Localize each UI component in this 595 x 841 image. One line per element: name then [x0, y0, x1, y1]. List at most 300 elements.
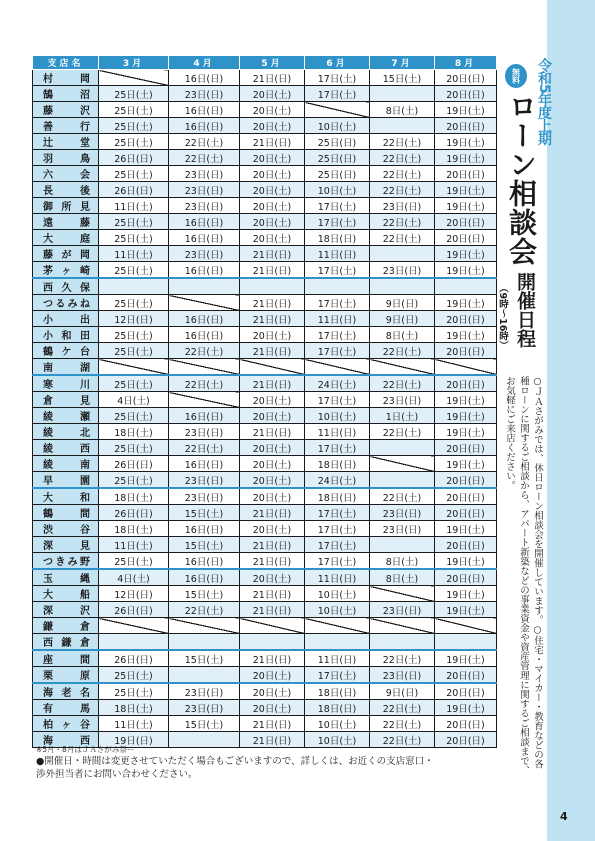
table-row: [33, 440, 497, 456]
branch-name: 長後: [33, 182, 99, 198]
date-cell: 1日(土): [370, 408, 435, 424]
footnote-main: ●開催日・時間は変更させていただく場合もございますので、詳しくは、お近くの支店窓口・渉外担当者にお問い合わせください。: [36, 756, 434, 780]
date-cell: 16日(日): [169, 118, 240, 134]
date-cell: 19日(土): [435, 408, 497, 424]
branch-name: 西久保: [33, 278, 99, 295]
branch-name: 六会: [33, 166, 99, 182]
date-cell: 21日(日): [240, 602, 305, 618]
table-row: [33, 634, 497, 651]
date-cell: 25日(土): [99, 408, 169, 424]
branch-name: 大庭: [33, 230, 99, 246]
table-row: [33, 359, 497, 376]
date-cell: 23日(日): [169, 86, 240, 102]
date-cell: 23日(日): [169, 700, 240, 716]
table-row: [33, 602, 497, 618]
date-cell: 19日(土): [435, 602, 497, 618]
date-cell: [169, 278, 240, 295]
date-cell: 20日(土): [240, 456, 305, 472]
date-cell: 8日(土): [370, 327, 435, 343]
date-cell: 20日(土): [240, 214, 305, 230]
date-cell: 20日(日): [435, 375, 497, 392]
date-cell: [169, 618, 240, 634]
date-cell: [370, 278, 435, 295]
date-cell: [370, 246, 435, 262]
date-cell: 18日(日): [305, 488, 370, 505]
date-cell: 20日(土): [240, 182, 305, 198]
branch-name: 倉見: [33, 392, 99, 408]
table-row: [33, 700, 497, 716]
date-cell: 19日(土): [435, 102, 497, 118]
date-cell: 19日(土): [435, 521, 497, 537]
branch-name: 大和: [33, 488, 99, 505]
page-number: 4: [560, 810, 568, 823]
date-cell: 20日(日): [435, 343, 497, 359]
date-cell: 22日(土): [169, 150, 240, 166]
branch-name: 鎌倉: [33, 618, 99, 634]
branch-name: 栗原: [33, 667, 99, 684]
date-cell: 22日(土): [370, 214, 435, 230]
date-cell: 19日(土): [435, 553, 497, 570]
date-cell: 20日(日): [435, 716, 497, 732]
date-cell: 8日(土): [370, 569, 435, 586]
date-cell: 21日(日): [240, 424, 305, 440]
date-cell: 22日(土): [169, 375, 240, 392]
date-cell: 20日(土): [240, 102, 305, 118]
column-header: 5月: [240, 56, 305, 70]
date-cell: 17日(土): [305, 262, 370, 279]
date-cell: 22日(土): [169, 602, 240, 618]
branch-name: 綾西: [33, 440, 99, 456]
date-cell: 20日(土): [240, 569, 305, 586]
date-cell: 19日(土): [435, 134, 497, 150]
date-cell: 25日(土): [99, 230, 169, 246]
date-cell: 22日(土): [370, 166, 435, 182]
table-row: [33, 521, 497, 537]
date-cell: [305, 359, 370, 376]
date-cell: 10日(土): [305, 408, 370, 424]
date-cell: 22日(土): [370, 375, 435, 392]
date-cell: 23日(日): [370, 667, 435, 684]
date-cell: 11日(土): [99, 537, 169, 553]
date-cell: 17日(土): [305, 505, 370, 521]
date-cell: 19日(土): [435, 295, 497, 311]
column-header: 6月: [305, 56, 370, 70]
date-cell: 25日(土): [99, 262, 169, 279]
date-cell: [435, 634, 497, 651]
table-row: [33, 327, 497, 343]
date-cell: 17日(土): [305, 214, 370, 230]
date-cell: [99, 278, 169, 295]
date-cell: 21日(日): [240, 553, 305, 570]
branch-name: 深沢: [33, 602, 99, 618]
date-cell: 22日(土): [169, 440, 240, 456]
date-cell: 21日(日): [240, 537, 305, 553]
date-cell: 21日(日): [240, 586, 305, 602]
branch-name: 小和田: [33, 327, 99, 343]
table-row: [33, 246, 497, 262]
table-row: [33, 230, 497, 246]
branch-name: 有馬: [33, 700, 99, 716]
date-cell: 16日(日): [169, 262, 240, 279]
date-cell: 25日(日): [305, 134, 370, 150]
date-cell: 8日(土): [370, 553, 435, 570]
date-cell: 21日(日): [240, 70, 305, 86]
branch-name: 辻堂: [33, 134, 99, 150]
date-cell: 20日(日): [435, 166, 497, 182]
date-cell: 25日(土): [99, 118, 169, 134]
date-cell: 4日(土): [99, 392, 169, 408]
branch-name: 海西: [33, 732, 99, 748]
date-cell: 17日(土): [305, 553, 370, 570]
table-row: [33, 375, 497, 392]
column-header: 8月: [435, 56, 497, 70]
date-cell: 24日(土): [305, 472, 370, 489]
date-cell: 25日(土): [99, 343, 169, 359]
date-cell: 23日(日): [169, 182, 240, 198]
branch-name: つきみ野: [33, 553, 99, 570]
date-cell: 20日(日): [435, 86, 497, 102]
date-cell: 25日(土): [99, 214, 169, 230]
date-cell: 10日(土): [305, 602, 370, 618]
table-header-row: [33, 56, 497, 70]
date-cell: 20日(土): [240, 440, 305, 456]
date-cell: [370, 440, 435, 456]
branch-name: 善行: [33, 118, 99, 134]
date-cell: 25日(土): [99, 327, 169, 343]
table-row: [33, 150, 497, 166]
date-cell: 20日(日): [435, 311, 497, 327]
date-cell: 21日(日): [240, 650, 305, 667]
date-cell: 11日(土): [99, 716, 169, 732]
date-cell: 17日(土): [305, 667, 370, 684]
date-cell: 25日(土): [99, 667, 169, 684]
date-cell: 23日(日): [169, 246, 240, 262]
date-cell: 26日(日): [99, 505, 169, 521]
date-cell: [305, 102, 370, 118]
date-cell: 15日(土): [169, 537, 240, 553]
date-cell: 19日(土): [435, 650, 497, 667]
date-cell: 25日(土): [99, 166, 169, 182]
date-cell: 23日(日): [370, 521, 435, 537]
date-cell: 16日(日): [169, 327, 240, 343]
date-cell: 20日(土): [240, 150, 305, 166]
date-cell: 18日(土): [99, 700, 169, 716]
table-row: [33, 650, 497, 667]
date-cell: 22日(土): [370, 182, 435, 198]
branch-name: 寒川: [33, 375, 99, 392]
branch-name: 綾南: [33, 456, 99, 472]
table-row: [33, 683, 497, 700]
date-cell: [99, 70, 169, 86]
date-cell: [370, 634, 435, 651]
date-cell: 17日(土): [305, 392, 370, 408]
branch-name: 御所見: [33, 198, 99, 214]
date-cell: 23日(日): [370, 198, 435, 214]
date-cell: [370, 618, 435, 634]
date-cell: 22日(土): [370, 488, 435, 505]
date-cell: 17日(土): [305, 86, 370, 102]
date-cell: 20日(日): [435, 732, 497, 748]
date-cell: 21日(日): [240, 343, 305, 359]
date-cell: 23日(日): [169, 198, 240, 214]
date-cell: [169, 295, 240, 311]
table-row: [33, 134, 497, 150]
date-cell: 19日(土): [435, 700, 497, 716]
table-row: [33, 86, 497, 102]
date-cell: 21日(日): [240, 311, 305, 327]
table-row: [33, 70, 497, 86]
date-cell: 23日(日): [169, 166, 240, 182]
date-cell: 19日(土): [435, 327, 497, 343]
branch-name: 鶴間: [33, 505, 99, 521]
date-cell: 22日(土): [370, 230, 435, 246]
date-cell: 20日(土): [240, 700, 305, 716]
date-cell: 17日(土): [305, 198, 370, 214]
branch-name: 西鎌倉: [33, 634, 99, 651]
date-cell: 15日(土): [370, 70, 435, 86]
date-cell: 18日(日): [305, 700, 370, 716]
free-badge: 無料: [505, 64, 527, 88]
date-cell: 26日(日): [99, 456, 169, 472]
date-cell: 9日(日): [370, 295, 435, 311]
table-row: [33, 118, 497, 134]
table-body: [33, 70, 497, 748]
date-cell: 22日(土): [370, 150, 435, 166]
date-cell: 19日(日): [99, 732, 169, 748]
date-cell: 21日(日): [240, 134, 305, 150]
date-cell: 19日(土): [435, 182, 497, 198]
date-cell: [240, 278, 305, 295]
branch-name: 藤が岡: [33, 246, 99, 262]
date-cell: 20日(日): [435, 667, 497, 684]
date-cell: [169, 359, 240, 376]
date-cell: [305, 618, 370, 634]
date-cell: 15日(土): [169, 586, 240, 602]
date-cell: 20日(土): [240, 198, 305, 214]
date-cell: 22日(土): [370, 343, 435, 359]
branch-name: 柏ヶ谷: [33, 716, 99, 732]
date-cell: 23日(日): [370, 505, 435, 521]
date-cell: 20日(土): [240, 521, 305, 537]
date-cell: 20日(土): [240, 230, 305, 246]
date-cell: 22日(土): [169, 343, 240, 359]
date-cell: 18日(日): [305, 456, 370, 472]
date-cell: 17日(土): [305, 537, 370, 553]
date-cell: 16日(日): [169, 569, 240, 586]
date-cell: 20日(日): [435, 70, 497, 86]
date-cell: 17日(土): [305, 70, 370, 86]
table-row: [33, 569, 497, 586]
date-cell: 11日(日): [305, 424, 370, 440]
table-row: [33, 295, 497, 311]
date-cell: 23日(日): [370, 392, 435, 408]
date-cell: [240, 359, 305, 376]
date-cell: [370, 456, 435, 472]
date-cell: 15日(土): [169, 650, 240, 667]
date-cell: 20日(土): [240, 392, 305, 408]
date-cell: 23日(日): [169, 424, 240, 440]
schedule-table: [32, 55, 497, 748]
table-row: [33, 618, 497, 634]
date-cell: 20日(土): [240, 488, 305, 505]
date-cell: 25日(土): [99, 134, 169, 150]
date-cell: 26日(日): [99, 650, 169, 667]
date-cell: 25日(土): [99, 295, 169, 311]
date-cell: 20日(日): [435, 569, 497, 586]
date-cell: 22日(土): [169, 134, 240, 150]
date-cell: 26日(日): [99, 182, 169, 198]
date-cell: 16日(日): [169, 230, 240, 246]
page-sidebar-band: [547, 0, 595, 841]
date-cell: [169, 392, 240, 408]
date-cell: 18日(土): [99, 488, 169, 505]
date-cell: 24日(土): [305, 375, 370, 392]
date-cell: 20日(土): [240, 118, 305, 134]
date-cell: 10日(土): [305, 732, 370, 748]
date-cell: 17日(土): [305, 521, 370, 537]
date-cell: [370, 118, 435, 134]
date-cell: 20日(日): [435, 537, 497, 553]
footnote-small: ※5月・8月はＪＡさがみ祭ー: [36, 745, 135, 754]
date-cell: 22日(土): [370, 424, 435, 440]
date-cell: 25日(土): [99, 472, 169, 489]
table-row: [33, 408, 497, 424]
date-cell: 19日(土): [435, 262, 497, 279]
date-cell: 25日(土): [99, 683, 169, 700]
date-cell: 15日(土): [169, 505, 240, 521]
date-cell: 17日(土): [305, 343, 370, 359]
date-cell: [169, 667, 240, 684]
date-cell: 18日(日): [305, 230, 370, 246]
table-row: [33, 488, 497, 505]
date-cell: 10日(土): [305, 118, 370, 134]
date-cell: 20日(土): [240, 472, 305, 489]
date-cell: 11日(日): [305, 650, 370, 667]
date-cell: 23日(日): [169, 488, 240, 505]
table-row: [33, 392, 497, 408]
date-cell: 22日(土): [370, 134, 435, 150]
date-cell: 20日(日): [435, 683, 497, 700]
branch-name: 綾北: [33, 424, 99, 440]
branch-name: 茅ヶ崎: [33, 262, 99, 279]
date-cell: [370, 359, 435, 376]
date-cell: 21日(日): [240, 732, 305, 748]
table-row: [33, 472, 497, 489]
date-cell: 16日(日): [169, 214, 240, 230]
date-cell: 25日(土): [99, 375, 169, 392]
date-cell: [435, 618, 497, 634]
table-row: [33, 424, 497, 440]
date-cell: 16日(日): [169, 408, 240, 424]
date-cell: 20日(土): [240, 327, 305, 343]
date-cell: [305, 278, 370, 295]
branch-name: 鵠沼: [33, 86, 99, 102]
date-cell: 25日(土): [99, 553, 169, 570]
table-row: [33, 505, 497, 521]
table-row: [33, 537, 497, 553]
date-cell: 21日(日): [240, 262, 305, 279]
date-cell: 16日(日): [169, 311, 240, 327]
date-cell: 11日(土): [99, 198, 169, 214]
date-cell: [99, 359, 169, 376]
date-cell: 18日(土): [99, 521, 169, 537]
branch-name: 南湖: [33, 359, 99, 376]
date-cell: 18日(日): [305, 683, 370, 700]
branch-name: 玉縄: [33, 569, 99, 586]
date-cell: 19日(土): [435, 246, 497, 262]
date-cell: 23日(日): [169, 683, 240, 700]
date-cell: 21日(日): [240, 295, 305, 311]
hours-label: （9時〜16時）: [497, 283, 508, 351]
date-cell: 20日(日): [435, 118, 497, 134]
date-cell: [99, 618, 169, 634]
date-cell: [435, 359, 497, 376]
date-cell: 21日(日): [240, 246, 305, 262]
date-cell: [370, 537, 435, 553]
table-row: [33, 198, 497, 214]
branch-name: 村岡: [33, 70, 99, 86]
period-label: 令和5年度上期: [536, 58, 552, 145]
date-cell: 4日(土): [99, 569, 169, 586]
date-cell: 20日(日): [435, 505, 497, 521]
date-cell: 11日(日): [305, 569, 370, 586]
date-cell: [370, 586, 435, 602]
table-row: [33, 214, 497, 230]
branch-name: 遠藤: [33, 214, 99, 230]
date-cell: 19日(土): [435, 392, 497, 408]
date-cell: 11日(日): [305, 246, 370, 262]
date-cell: [370, 86, 435, 102]
table-row: [33, 667, 497, 684]
date-cell: 20日(土): [240, 683, 305, 700]
date-cell: [169, 634, 240, 651]
date-cell: 18日(土): [99, 424, 169, 440]
date-cell: 20日(日): [435, 440, 497, 456]
branch-name: 深見: [33, 537, 99, 553]
column-header: 支店名: [33, 56, 99, 70]
date-cell: 20日(日): [435, 472, 497, 489]
branch-name: 羽鳥: [33, 150, 99, 166]
date-cell: 26日(日): [99, 602, 169, 618]
branch-name: 座間: [33, 650, 99, 667]
date-cell: 16日(日): [169, 553, 240, 570]
date-cell: 21日(日): [240, 716, 305, 732]
date-cell: 19日(土): [435, 586, 497, 602]
date-cell: 20日(日): [435, 214, 497, 230]
branch-name: 海老名: [33, 683, 99, 700]
branch-name: 早園: [33, 472, 99, 489]
date-cell: 22日(土): [370, 700, 435, 716]
date-cell: 26日(日): [99, 150, 169, 166]
date-cell: 22日(土): [370, 716, 435, 732]
date-cell: [240, 618, 305, 634]
date-cell: 20日(土): [240, 667, 305, 684]
date-cell: 22日(土): [370, 732, 435, 748]
date-cell: 22日(土): [370, 650, 435, 667]
date-cell: 25日(日): [305, 150, 370, 166]
date-cell: 10日(土): [305, 716, 370, 732]
table-row: [33, 456, 497, 472]
date-cell: 19日(土): [435, 198, 497, 214]
date-cell: 19日(土): [435, 456, 497, 472]
date-cell: 16日(日): [169, 70, 240, 86]
date-cell: 10日(土): [305, 586, 370, 602]
date-cell: 17日(土): [305, 295, 370, 311]
date-cell: 17日(土): [305, 440, 370, 456]
date-cell: 23日(日): [370, 262, 435, 279]
date-cell: 15日(土): [169, 716, 240, 732]
date-cell: 25日(土): [99, 86, 169, 102]
